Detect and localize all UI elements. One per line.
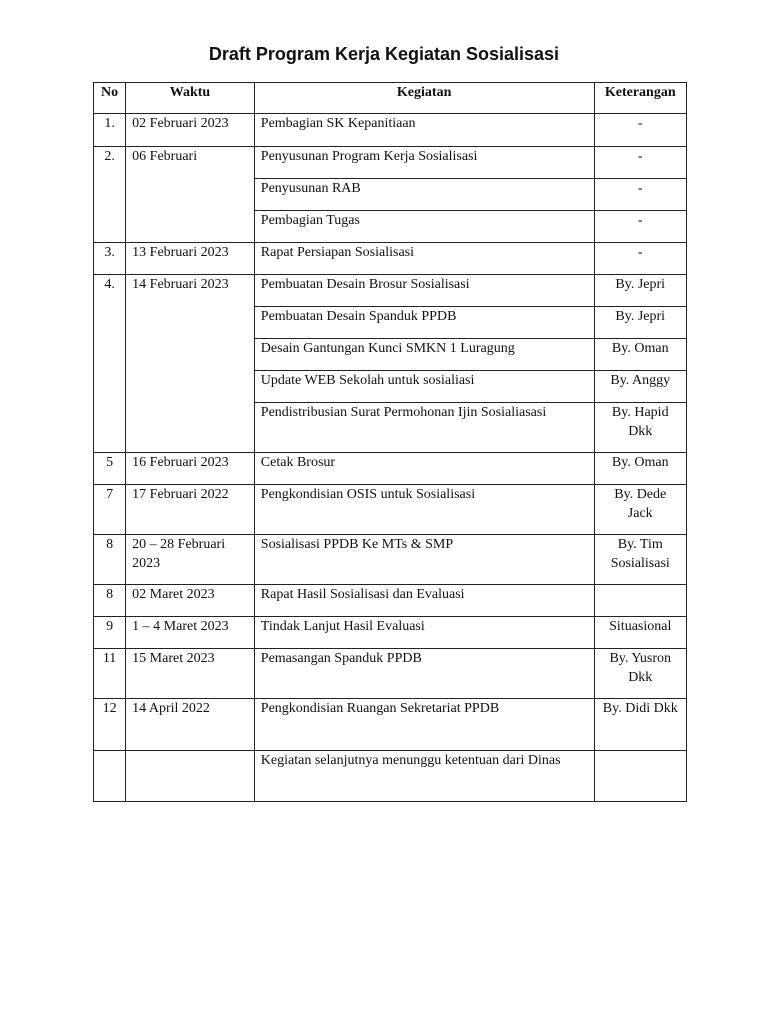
cell-keterangan [594,585,687,617]
table-row [94,453,687,485]
cell-kegiatan: Sosialisasi PPDB Ke MTs & SMP [254,535,594,585]
cell-keterangan: By. Didi Dkk [594,699,687,751]
cell-keterangan: By. Yusron Dkk [594,649,687,699]
table-header-row [94,83,687,114]
cell-keterangan: - [594,211,687,243]
cell-keterangan: By. Tim Sosialisasi [594,535,687,585]
cell-keterangan: - [594,243,687,275]
cell-waktu [126,751,255,802]
cell-kegiatan: Pengkondisian Ruangan Sekretariat PPDB [254,699,594,751]
table-row [94,485,687,535]
cell-kegiatan: Kegiatan selanjutnya menunggu ketentuan dari Dinas [254,751,594,802]
cell-kegiatan: Pemasangan Spanduk PPDB [254,649,594,699]
table-row [94,585,687,617]
cell-waktu: 17 Februari 2022 [126,485,255,535]
header-keterangan: Keterangan [594,83,687,114]
cell-waktu: 14 April 2022 [126,699,255,751]
cell-no: 2. [94,147,126,243]
cell-kegiatan: Tindak Lanjut Hasil Evaluasi [254,617,594,649]
cell-waktu: 02 Maret 2023 [126,585,255,617]
cell-no: 11 [94,649,126,699]
cell-no: 8 [94,535,126,585]
cell-keterangan: By. Dede Jack [594,485,687,535]
cell-waktu: 16 Februari 2023 [126,453,255,485]
cell-waktu: 15 Maret 2023 [126,649,255,699]
cell-waktu: 06 Februari [126,147,255,243]
cell-kegiatan: Penyusunan Program Kerja Sosialisasi [254,147,594,179]
header-waktu: Waktu [126,83,255,114]
table-row [94,535,687,585]
cell-kegiatan: Penyusunan RAB [254,179,594,211]
cell-keterangan: - [594,179,687,211]
table-row [94,114,687,147]
cell-kegiatan: Desain Gantungan Kunci SMKN 1 Luragung [254,339,594,371]
cell-keterangan: By. Anggy [594,371,687,403]
cell-no: 1. [94,114,126,147]
cell-keterangan: By. Jepri [594,275,687,307]
table-row [94,243,687,275]
header-no: No [94,83,126,114]
cell-kegiatan: Pembuatan Desain Brosur Sosialisasi [254,275,594,307]
schedule-body [94,114,687,802]
cell-no: 5 [94,453,126,485]
cell-no: 7 [94,485,126,535]
table-row [94,649,687,699]
cell-kegiatan: Pengkondisian OSIS untuk Sosialisasi [254,485,594,535]
cell-keterangan: By. Hapid Dkk [594,403,687,453]
header-kegiatan: Kegiatan [254,83,594,114]
cell-keterangan: - [594,114,687,147]
cell-keterangan: Situasional [594,617,687,649]
cell-waktu: 1 – 4 Maret 2023 [126,617,255,649]
table-row [94,275,687,307]
table-row [94,147,687,179]
schedule-table [93,82,687,802]
cell-kegiatan: Rapat Hasil Sosialisasi dan Evaluasi [254,585,594,617]
cell-waktu: 13 Februari 2023 [126,243,255,275]
cell-kegiatan: Pembuatan Desain Spanduk PPDB [254,307,594,339]
cell-no [94,751,126,802]
cell-keterangan: By. Jepri [594,307,687,339]
cell-kegiatan: Pembagian Tugas [254,211,594,243]
cell-kegiatan: Update WEB Sekolah untuk sosialiasi [254,371,594,403]
cell-waktu: 02 Februari 2023 [126,114,255,147]
cell-keterangan: By. Oman [594,453,687,485]
cell-kegiatan: Pendistribusian Surat Permohonan Ijin Sosialiasasi [254,403,594,453]
cell-no: 4. [94,275,126,453]
cell-kegiatan: Cetak Brosur [254,453,594,485]
cell-kegiatan: Rapat Persiapan Sosialisasi [254,243,594,275]
table-row [94,617,687,649]
table-row [94,751,687,802]
cell-no: 12 [94,699,126,751]
cell-keterangan: - [594,147,687,179]
cell-no: 8 [94,585,126,617]
cell-waktu: 14 Februari 2023 [126,275,255,453]
cell-no: 3. [94,243,126,275]
cell-keterangan [594,751,687,802]
cell-keterangan: By. Oman [594,339,687,371]
cell-kegiatan: Pembagian SK Kepanitiaan [254,114,594,147]
table-row [94,699,687,751]
document-title: Draft Program Kerja Kegiatan Sosialisasi [208,44,560,64]
cell-waktu: 20 – 28 Februari 2023 [126,535,255,585]
cell-no: 9 [94,617,126,649]
